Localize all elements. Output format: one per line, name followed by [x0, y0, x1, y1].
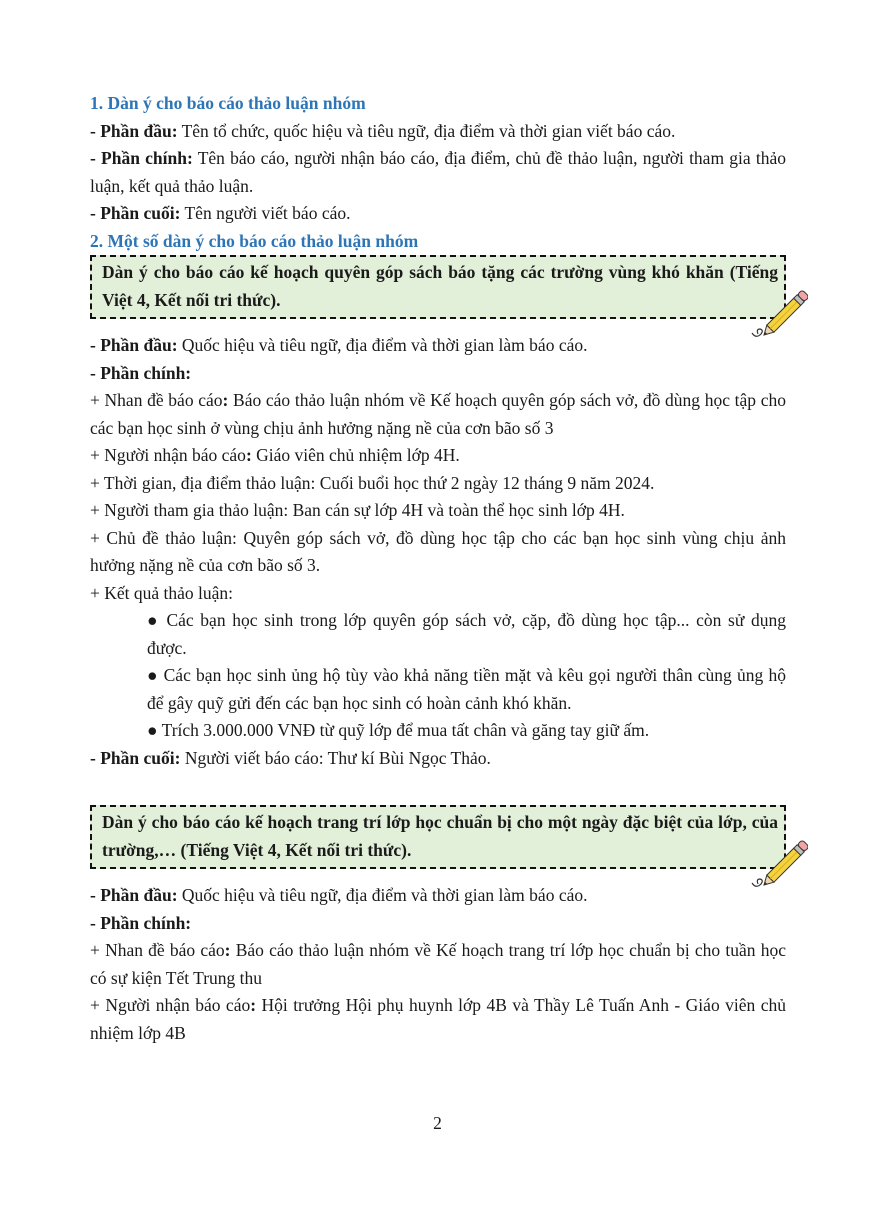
- outline1-main-label: - Phần chính:: [90, 362, 192, 383]
- outline1-line-results: + Kết quả thảo luận:: [90, 582, 234, 603]
- document-page: [90, 90, 786, 1047]
- outline1-bullet: ● Trích 3.000.000 VNĐ từ quỹ lớp để mua tất chân và găng tay giữ ấm.: [147, 720, 650, 740]
- section1-item-main: - Phần chính: Tên báo cáo, người nhận báo cáo, địa điểm, chủ đề thảo luận, người tham gia thảo luận, kết quả thảo luận.: [90, 148, 786, 196]
- section1-item-end: - Phần cuối: Tên người viết báo cáo.: [90, 203, 351, 223]
- outline1-title-box: Dàn ý cho báo cáo kế hoạch quyên góp sách báo tặng các trường vùng khó khăn (Tiếng Việt 4, Kết nối tri thức).: [90, 255, 786, 319]
- outline1-end: - Phần cuối: Người viết báo cáo: Thư kí Bùi Ngọc Thảo.: [90, 747, 491, 768]
- outline1-line-participants: + Người tham gia thảo luận: Ban cán sự lớp 4H và toàn thể học sinh lớp 4H.: [90, 500, 625, 520]
- outline1-line-recipient: + Người nhận báo cáo: Giáo viên chủ nhiệm lớp 4H.: [90, 445, 460, 465]
- outline2-line-recipient: + Người nhận báo cáo: Hội trưởng Hội phụ huynh lớp 4B và Thầy Lê Tuấn Anh - Giáo viên chủ nhiệm lớp 4B: [90, 995, 786, 1043]
- outline2-intro: - Phần đầu: Quốc hiệu và tiêu ngữ, địa điểm và thời gian làm báo cáo.: [90, 885, 588, 905]
- outline1-bullet: ● Các bạn học sinh ủng hộ tùy vào khả năng tiền mặt và kêu gọi người thân cùng ủng hộ để gây quỹ gửi đến các bạn học sinh có hoàn cảnh khó khăn.: [147, 665, 786, 713]
- outline2-title-box: Dàn ý cho báo cáo kế hoạch trang trí lớp học chuẩn bị cho một ngày đặc biệt của lớp, của trường,… (Tiếng Việt 4, Kết nối tri thức).: [90, 805, 786, 869]
- outline1-line-title: + Nhan đề báo cáo: Báo cáo thảo luận nhóm về Kế hoạch quyên góp sách vở, đồ dùng học tập cho các bạn học sinh ở vùng chịu ảnh hưởng nặng nề của cơn bão số 3: [90, 390, 786, 438]
- outline1-intro: - Phần đầu: Quốc hiệu và tiêu ngữ, địa điểm và thời gian làm báo cáo.: [90, 335, 588, 355]
- outline1-line-topic: + Chủ đề thảo luận: Quyên góp sách vở, đồ dùng học tập cho các bạn học sinh vùng chịu ảnh hưởng nặng nề của cơn bão số 3.: [90, 527, 786, 575]
- page-number: 2: [433, 1113, 442, 1133]
- outline2-main-label: - Phần chính:: [90, 912, 192, 933]
- pencil-icon: [748, 289, 808, 341]
- pencil-icon: [748, 839, 808, 891]
- section2-title: 2. Một số dàn ý cho báo cáo thảo luận nhóm: [90, 230, 419, 251]
- outline1-bullet: ● Các bạn học sinh trong lớp quyên góp sách vở, cặp, đồ dùng học tập... còn sử dụng được.: [147, 610, 786, 658]
- outline2-line-title: + Nhan đề báo cáo: Báo cáo thảo luận nhóm về Kế hoạch trang trí lớp học chuẩn bị cho tuần học có sự kiện Tết Trung thu: [90, 940, 786, 988]
- section1-item-intro: - Phần đầu: Tên tổ chức, quốc hiệu và tiêu ngữ, địa điểm và thời gian viết báo cáo.: [90, 120, 676, 141]
- outline1-line-time: + Thời gian, địa điểm thảo luận: Cuối buổi học thứ 2 ngày 12 tháng 9 năm 2024.: [90, 472, 655, 493]
- section1-title: 1. Dàn ý cho báo cáo thảo luận nhóm: [90, 93, 366, 113]
